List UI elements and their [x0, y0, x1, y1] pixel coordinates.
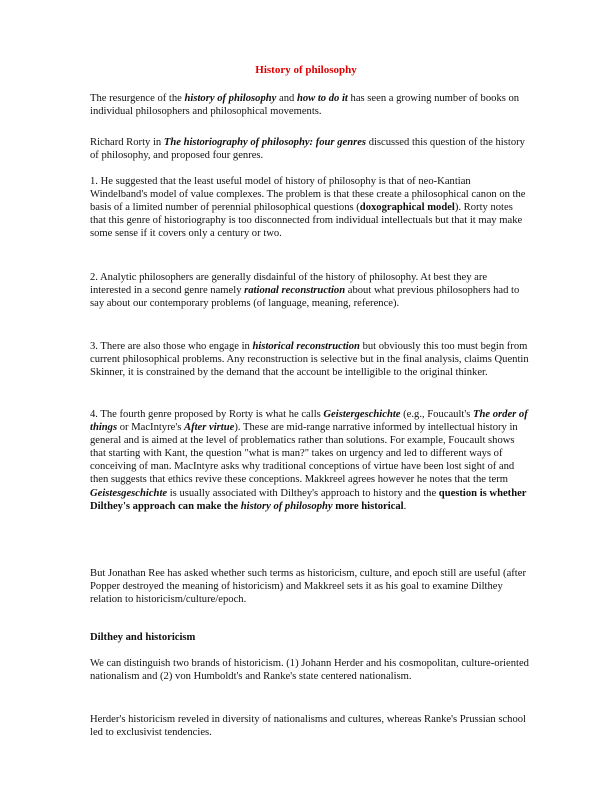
document-title: History of philosophy — [255, 64, 357, 76]
work-title-after-virtue: After virtue — [184, 422, 235, 434]
rorty-paragraph: Richard Rorty in The historiography of philosophy: four genres discussed this question of the history of philosophy, and proposed four genres. — [90, 137, 525, 162]
genre-1-paragraph: 1. He suggested that the least useful model of history of philosophy is that of neo-Kantian Windelband's model of value complexes. The problem is that these create a philosophical canon on the basis of a limited number of perennial philosophical questions (doxographical model). Rorty notes that this genre of historiography is too disconnected from individual intellectuals but that it may make some sense if it covers only a century or two. — [90, 176, 526, 240]
emphasis-how-to-do-it: how to do it — [296, 93, 348, 104]
question-emphasis: question is whether Dilthey's approach can make the history of philosophy more historical — [90, 487, 527, 512]
herder-paragraph: Herder's historicism reveled in diversity of nationalisms and cultures, whereas Ranke's Prussian school led to exclusivist tendencies. — [90, 714, 527, 739]
work-title-historiography: The historiography of philosophy: four genres — [163, 137, 367, 148]
term-rational-reconstruction: rational reconstruction — [244, 285, 346, 297]
term-geistesgeschichte: Geistesgeschichte — [90, 487, 168, 499]
genre-2-paragraph: 2. Analytic philosophers are generally disdainful of the history of philosophy. At best they are interested in a second genre namely rational reconstruction about what previous philosophers had to say about our contemporary problems (of language, meaning, reference). — [90, 272, 520, 310]
term-geistergeschichte: Geistergeschichte — [323, 409, 401, 420]
emphasis-history-of-philosophy: history of philosophy — [184, 93, 277, 104]
section-heading-dilthey: Dilthey and historicism — [90, 632, 196, 643]
ree-paragraph: But Jonathan Ree has asked whether such terms as historicism, culture, and epoch still are useful (after Popper destroyed the meaning of historicism) and Makkreel sets it as his goal to examine Dilthey relation to historicism/culture/epoch. — [90, 568, 526, 606]
work-title-order-of-things: The order of things — [90, 409, 528, 434]
term-doxographical-model: doxographical model — [359, 202, 455, 214]
genre-3-paragraph: 3. There are also those who engage in historical reconstruction but obviously this too must begin from current philosophical problems. Any reconstruction is selective but in the final analysis, claims Quentin Skinner, it is constrained by the demand that the account be intelligible to the original thinker. — [90, 341, 529, 379]
intro-paragraph: The resurgence of the history of philosophy and how to do it has seen a growing number of books on individual philosophers and philosophical movements. — [90, 93, 520, 118]
historicism-brands-paragraph: We can distinguish two brands of historicism. (1) Johann Herder and his cosmopolitan, culture-oriented nationalism and (2) von Humboldt's and Ranke's state centered nationalism. — [90, 658, 529, 683]
genre-4-paragraph: 4. The fourth genre proposed by Rorty is what he calls Geistergeschichte (e.g., Foucault's The order of things or MacIntyre's After virtue). These are mid-range narrative informed by intellectual history in general and is aimed at the level of problematics rather than solutions. For example, Foucault shows that starting with Kant, the question "what is man?" takes on urgency and led to different ways of conceiving of man. MacIntyre asks why traditional conceptions of virtue have been lost sight of and then suggests that ethics revive these conceptions. Makkreel agrees however he notes that the term Geistesgeschichte is usually associated with Dilthey's approach to history and the question is whether Dilthey's approach can make the history of philosophy more historical. — [90, 409, 528, 512]
term-historical-reconstruction: historical reconstruction — [252, 341, 360, 352]
